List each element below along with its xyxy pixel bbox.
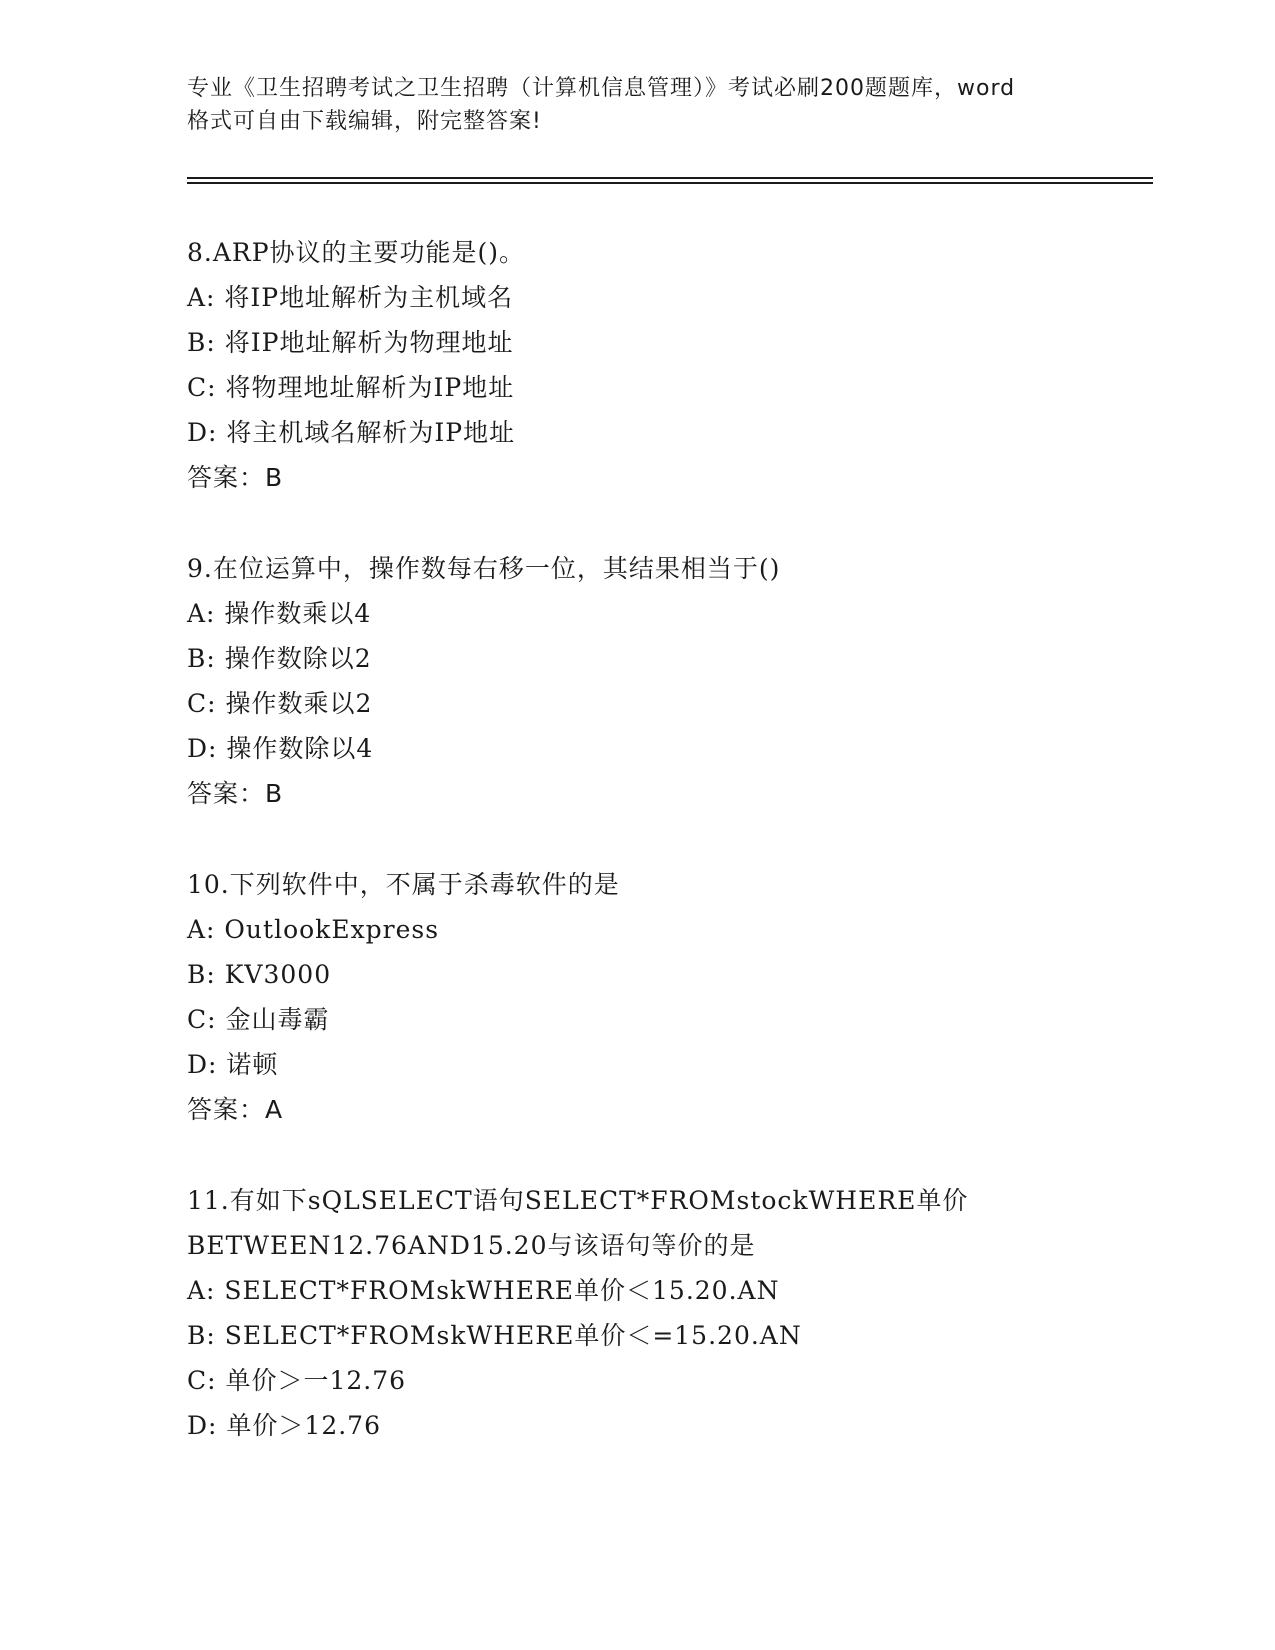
option-d: D: 诺顿 bbox=[187, 1050, 279, 1079]
header-divider-bottom bbox=[187, 182, 1153, 184]
header-divider-top bbox=[187, 177, 1153, 179]
option-b: B: KV3000 bbox=[187, 960, 332, 989]
option-b: B: SELECT*FROMskWHERE单价＜=15.20.AN bbox=[187, 1321, 802, 1350]
header-line-2: 格式可自由下载编辑，附完整答案! bbox=[187, 109, 542, 134]
option-a: A: 操作数乘以4 bbox=[187, 599, 372, 628]
question-8 bbox=[187, 230, 1187, 500]
question-text: 8.ARP协议的主要功能是()。 bbox=[187, 238, 526, 267]
option-a: A: 将IP地址解析为主机域名 bbox=[187, 283, 514, 312]
answer-text: 答案：A bbox=[187, 1095, 284, 1124]
option-c: C: 金山毒霸 bbox=[187, 1005, 330, 1034]
option-c: C: 将物理地址解析为IP地址 bbox=[187, 373, 515, 402]
question-9 bbox=[187, 546, 1187, 816]
option-a: A: SELECT*FROMskWHERE单价＜15.20.AN bbox=[187, 1276, 780, 1305]
header-line-1: 专业《卫生招聘考试之卫生招聘（计算机信息管理）》考试必刷200题题库，word bbox=[187, 76, 1016, 101]
question-text-line-1: 11.有如下sQLSELECT语句SELECT*FROMstockWHERE单价 bbox=[187, 1186, 969, 1215]
option-d: D: 操作数除以4 bbox=[187, 734, 374, 763]
question-11 bbox=[187, 1178, 1187, 1448]
document-header bbox=[187, 72, 1107, 138]
option-c: C: 操作数乘以2 bbox=[187, 689, 373, 718]
question-text-line-2: BETWEEN12.76AND15.20与该语句等价的是 bbox=[187, 1231, 756, 1260]
option-d: D: 将主机域名解析为IP地址 bbox=[187, 418, 516, 447]
option-d: D: 单价＞12.76 bbox=[187, 1411, 381, 1440]
question-text: 10.下列软件中，不属于杀毒软件的是 bbox=[187, 870, 620, 899]
option-c: C: 单价＞一12.76 bbox=[187, 1366, 407, 1395]
answer-text: 答案：B bbox=[187, 779, 284, 808]
question-text: 9.在位运算中，操作数每右移一位，其结果相当于() bbox=[187, 554, 781, 583]
answer-text: 答案：B bbox=[187, 463, 284, 492]
question-10 bbox=[187, 862, 1187, 1132]
option-b: B: 将IP地址解析为物理地址 bbox=[187, 328, 514, 357]
option-b: B: 操作数除以2 bbox=[187, 644, 372, 673]
option-a: A: OutlookExpress bbox=[187, 915, 440, 944]
